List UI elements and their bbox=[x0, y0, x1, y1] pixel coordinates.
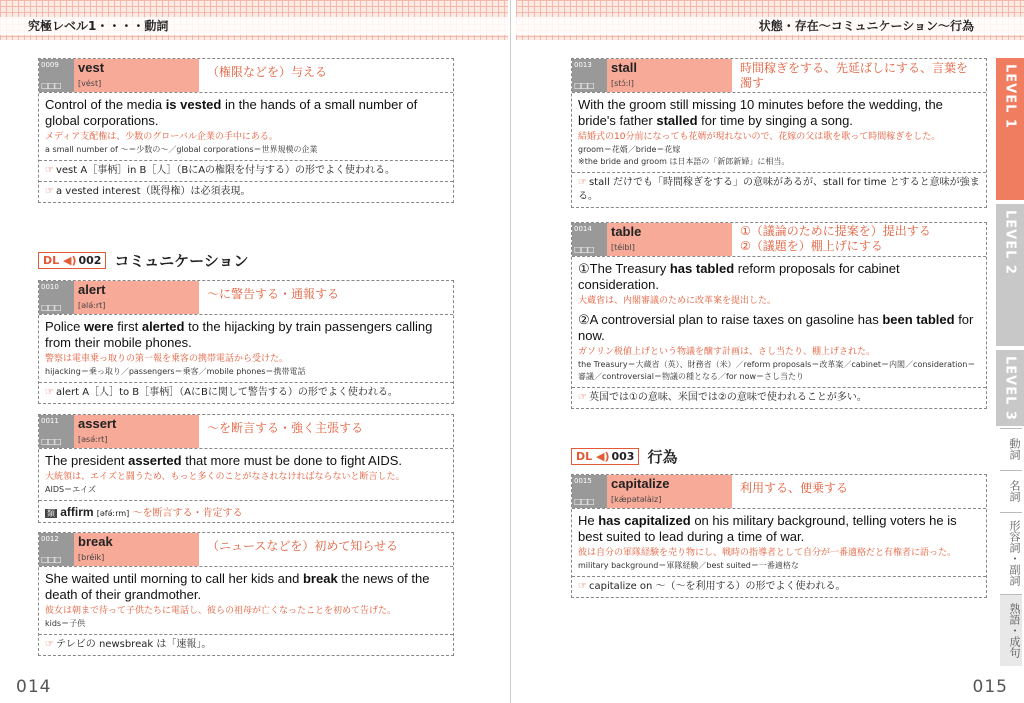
gloss: groom＝花婿／bride＝花嫁 bbox=[578, 145, 681, 154]
check-boxes[interactable]: □□□ bbox=[41, 437, 61, 446]
entry-number: 0015 bbox=[574, 477, 592, 485]
entry-number: 0011 bbox=[41, 417, 59, 425]
check-boxes[interactable]: □□□ bbox=[574, 81, 594, 90]
note: ☞ 英国では①の意味、米国では②の意味で使われることが多い。 bbox=[578, 392, 867, 403]
gloss: military background＝軍隊経験／best suited＝一番適格な bbox=[578, 561, 799, 570]
pronunciation: [vést] bbox=[78, 79, 102, 88]
tab-level-2[interactable]: LEVEL 2 bbox=[996, 204, 1024, 346]
example-ja: メディア支配権は、少数のグローバル企業の手中にある。 bbox=[45, 132, 278, 142]
meaning: （権限などを）与える bbox=[207, 65, 328, 79]
speaker-icon: ◀) bbox=[595, 450, 610, 463]
page-number-right: 015 bbox=[972, 677, 1008, 697]
example-ja-1: 大蔵省は、内閣審議のために改革案を提出した。 bbox=[578, 296, 777, 306]
page-number-left: 014 bbox=[16, 677, 52, 697]
check-boxes[interactable]: □□□ bbox=[41, 555, 61, 564]
pronunciation: [əsә́ːrt] bbox=[78, 435, 108, 444]
pointing-hand-icon: ☞ bbox=[45, 186, 54, 197]
headword: alert bbox=[78, 282, 106, 297]
pointing-hand-icon: ☞ bbox=[45, 387, 54, 398]
entry-card-0013 bbox=[571, 58, 987, 208]
pointing-hand-icon: ☞ bbox=[578, 581, 587, 592]
gloss: the Treasury＝大蔵省（英）、財務省（米）／reform proposals＝改革案／cabinet＝内閣／consideration＝審議／controversial＝物議の種となる／for now＝さし当たり bbox=[578, 360, 976, 381]
note: ☞ stall だけでも「時間稼ぎをする」の意味があるが、stall for time とすると意味が強まる。 bbox=[578, 177, 980, 202]
note: ☞ alert A［人］to B［事柄］（AにBに関して警告する）の形でよく使われる。 bbox=[45, 387, 398, 398]
gloss: hijacking＝乗っ取り／passengers＝乗客／mobile phones＝携帯電話 bbox=[45, 367, 306, 376]
headword: stall bbox=[611, 60, 638, 75]
meaning: 〜に警告する・通報する bbox=[207, 287, 340, 301]
section-heading-003 bbox=[571, 446, 677, 467]
example-en: With the groom still missing 10 minutes before the wedding, the bride's father stalled for time by singing a song. bbox=[578, 97, 943, 128]
running-header-right: 状態・存在〜コミュニケーション〜行為 bbox=[758, 19, 974, 33]
example-en: Police were first alerted to the hijacking by train passengers calling from their mobile phones. bbox=[45, 319, 433, 350]
check-boxes[interactable]: □□□ bbox=[41, 303, 61, 312]
tab-level-3[interactable]: LEVEL 3 bbox=[996, 350, 1024, 426]
headword: table bbox=[611, 224, 642, 239]
gloss-note: ※the bride and groom は日本語の「新郎新婦」に相当。 bbox=[578, 157, 790, 166]
pronunciation: [bréik] bbox=[78, 553, 105, 562]
pointing-hand-icon: ☞ bbox=[45, 165, 54, 176]
entry-card-0014 bbox=[571, 222, 987, 409]
pronunciation: [əlә́ːrt] bbox=[78, 301, 106, 310]
note: ☞ a vested interest（既得権）は必須表現。 bbox=[45, 186, 251, 197]
entry-card-0011 bbox=[38, 414, 454, 523]
pointing-hand-icon: ☞ bbox=[45, 639, 54, 650]
subtab-verb[interactable]: 動詞 bbox=[1000, 428, 1022, 468]
meaning: （ニュースなどを）初めて知らせる bbox=[207, 539, 399, 553]
section-title: コミュニケーション bbox=[114, 252, 249, 270]
example-en-1: ①The Treasury has tabled reform proposals for cabinet consideration. bbox=[578, 261, 900, 292]
pointing-hand-icon: ☞ bbox=[578, 392, 587, 403]
example-ja: 彼女は朝まで待って子供たちに電話し、彼らの祖母が亡くなったことを初めて告げた。 bbox=[45, 606, 397, 616]
check-boxes[interactable]: □□□ bbox=[574, 497, 594, 506]
example-ja: 警察は電車乗っ取りの第一報を乗客の携帯電話から受けた。 bbox=[45, 354, 289, 364]
headword: break bbox=[78, 534, 113, 549]
subtab-noun[interactable]: 名詞 bbox=[1000, 470, 1022, 510]
example-en: The president asserted that more must be done to fight AIDS. bbox=[45, 453, 402, 468]
download-badge[interactable]: DL ◀) 003 bbox=[571, 448, 639, 465]
section-heading-002 bbox=[38, 250, 249, 271]
entry-card-0012 bbox=[38, 532, 454, 656]
example-ja-2: ガソリン税値上げという物議を醸す計画は、さし当たり、棚上げされた。 bbox=[578, 347, 876, 357]
example-en-2: ②A controversial plan to raise taxes on gasoline has been tabled for now. bbox=[578, 312, 974, 343]
synonym-badge: 類 bbox=[47, 509, 55, 518]
speaker-icon: ◀) bbox=[62, 254, 77, 267]
gloss: kids＝子供 bbox=[45, 619, 86, 628]
note: ☞ capitalize on 〜（〜を利用する）の形でよく使われる。 bbox=[578, 581, 846, 592]
pronunciation: [kǽpətəlàiz] bbox=[611, 495, 662, 504]
headword: vest bbox=[78, 60, 105, 75]
related-word: 類 affirm [əfә́ːrm] 〜を断言する・肯定する bbox=[47, 505, 243, 519]
example-en: Control of the media is vested in the hands of a small number of global corporations. bbox=[45, 97, 418, 128]
entry-card-0010 bbox=[38, 280, 454, 404]
pointing-hand-icon: ☞ bbox=[578, 177, 587, 188]
check-boxes[interactable]: □□□ bbox=[574, 245, 594, 254]
example-en: She waited until morning to call her kids and break the news of the death of their grandmother. bbox=[45, 571, 430, 602]
note: ☞ vest A［事柄］in B［人］（BにAの権限を付与する）の形でよく使われる。 bbox=[39, 161, 453, 182]
subtab-adjective-adverb[interactable]: 形容詞・副詞 bbox=[1000, 512, 1022, 592]
running-header-left: 究極レベル1・・・・動詞 bbox=[28, 19, 169, 33]
meaning: 時間稼ぎをする、先延ばしにする、言葉を濁す bbox=[740, 61, 969, 90]
headword: capitalize bbox=[611, 476, 670, 491]
headword: assert bbox=[78, 416, 117, 431]
entry-card-0009 bbox=[38, 58, 454, 203]
example-ja: 大統領は、エイズと闘うため、もっと多くのことがなされなければならないと断言した。 bbox=[45, 472, 405, 482]
example-ja: 結婚式の10分前になっても花婿が現れないので、花嫁の父は歌を歌って時間稼ぎをした。 bbox=[578, 132, 941, 142]
meaning: 利用する、便乗する bbox=[740, 481, 849, 495]
meaning: ①（議論のために提案を）提出する ②（議題を）棚上げにする bbox=[740, 224, 931, 253]
entry-number: 0012 bbox=[41, 535, 59, 543]
entry-number: 0010 bbox=[41, 283, 59, 291]
gloss: AIDS＝エイズ bbox=[45, 485, 96, 494]
entry-number: 0009 bbox=[41, 61, 59, 69]
example-ja: 彼は自分の軍隊経験を売り物にし、戦時の指導者として自分が一番適格だと有権者に語った。 bbox=[578, 548, 957, 558]
entry-card-0015 bbox=[571, 474, 987, 598]
check-boxes[interactable]: □□□ bbox=[41, 81, 61, 90]
download-badge[interactable]: DL ◀) 002 bbox=[38, 252, 106, 269]
gloss: a small number of 〜＝少数の〜／global corporations＝世界規模の企業 bbox=[45, 145, 318, 154]
section-title: 行為 bbox=[647, 448, 678, 466]
entry-number: 0014 bbox=[574, 225, 592, 233]
tab-level-1[interactable]: LEVEL 1 bbox=[996, 58, 1024, 200]
note: ☞ テレビの newsbreak は「速報」。 bbox=[45, 639, 212, 650]
meaning: 〜を断言する・強く主張する bbox=[207, 421, 364, 435]
page-gutter bbox=[510, 0, 511, 703]
pronunciation: [stɔ́ːl] bbox=[611, 79, 634, 88]
example-en: He has capitalized on his military background, telling voters he is best suited to lead during a time of war. bbox=[578, 513, 957, 544]
subtab-idioms[interactable]: 熟語・成句 bbox=[1000, 594, 1022, 666]
pronunciation: [téibl] bbox=[611, 243, 635, 252]
entry-number: 0013 bbox=[574, 61, 592, 69]
